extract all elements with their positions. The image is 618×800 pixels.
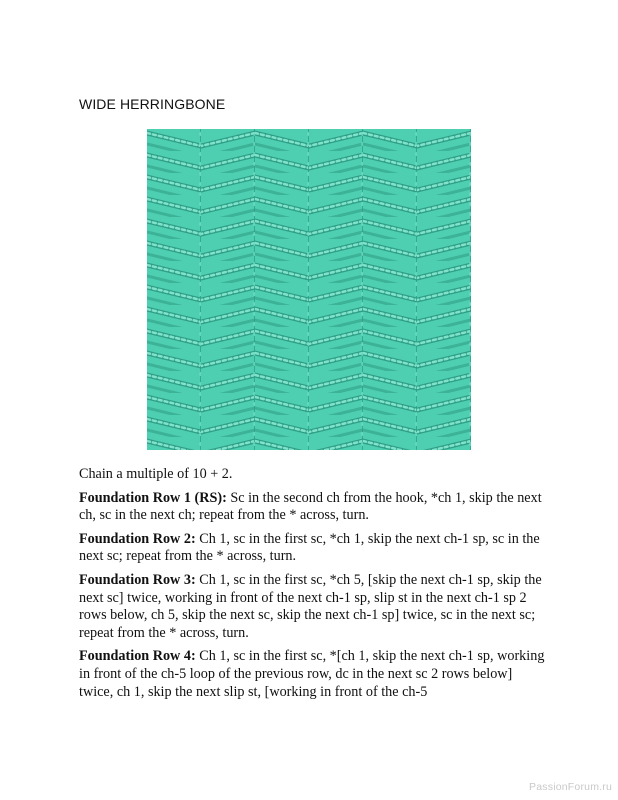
row-4-paragraph: [79, 648, 549, 701]
row-4-text: Ch 1, sc in the first sc, *[ch 1, skip the next ch-1 sp, working in front of the ch-5 loop of the previous row, dc in the next sc 2 rows below] twice, ch 1, skip the next slip st, [working in front of the ch-5: [79, 648, 545, 700]
row-1-paragraph: [79, 490, 549, 525]
row-3-paragraph: [79, 572, 549, 642]
row-3-text: Ch 1, sc in the first sc, *ch 5, [skip the next ch-1 sp, skip the next sc] twice, working in front of the next ch-1 sp, slip st in the next ch-1 sp 2 rows below, ch 5, skip the next sc, skip the next ch-1 sp] twice, sc in the next sc; repeat from the * across, turn.: [79, 571, 542, 641]
row-2-paragraph: [79, 531, 549, 566]
row-2-text: Ch 1, sc in the first sc, *ch 1, skip the next ch-1 sp, sc in the next sc; repeat from the * across, turn.: [79, 530, 540, 565]
instructions: [79, 466, 549, 707]
row-4-label: Foundation Row 4:: [79, 648, 196, 665]
watermark: PassionForum.ru: [529, 781, 612, 793]
row-1-label: Foundation Row 1 (RS):: [79, 489, 227, 506]
row-1-text: Sc in the second ch from the hook, *ch 1, skip the next ch, sc in the next ch; repeat from the * across, turn.: [79, 489, 542, 524]
row-2-label: Foundation Row 2:: [79, 530, 196, 547]
herringbone-swatch-photo: [147, 129, 471, 450]
row-3-label: Foundation Row 3:: [79, 571, 196, 588]
intro-paragraph: Chain a multiple of 10 + 2.: [79, 466, 233, 482]
pattern-title: WIDE HERRINGBONE: [79, 96, 226, 112]
